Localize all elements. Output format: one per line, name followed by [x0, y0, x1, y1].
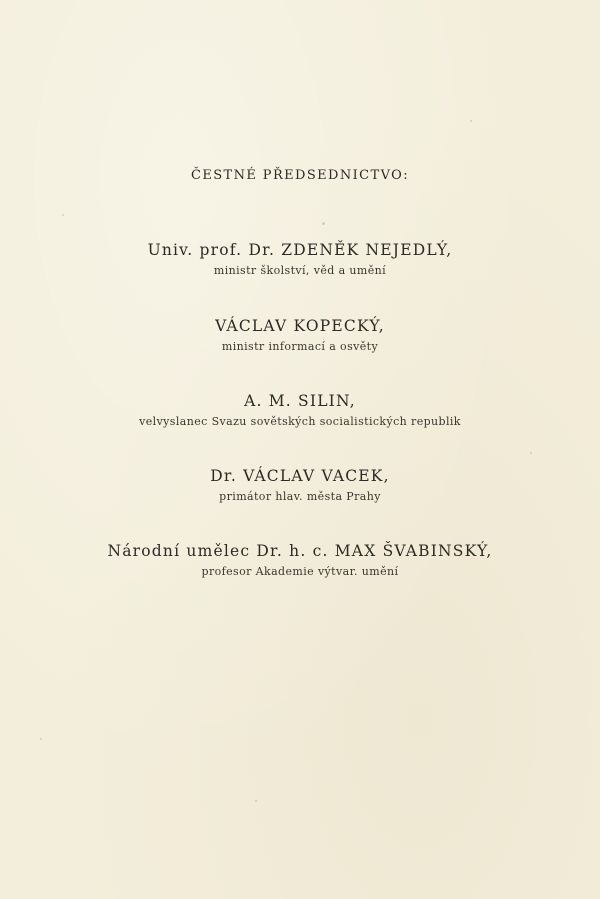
page-title: ČESTNÉ PŘEDSEDNICTVO: — [190, 168, 409, 183]
paper-fleck — [470, 120, 472, 122]
honorary-member — [0, 240, 600, 279]
paper-fleck — [322, 222, 325, 225]
paper-fleck — [62, 214, 64, 216]
honorary-member — [0, 391, 600, 430]
member-role: ministr školství, věd a umění — [213, 264, 387, 277]
paper-fleck — [40, 738, 42, 740]
member-name: Univ. prof. Dr. ZDENĚK NEJEDLÝ, — [147, 241, 453, 259]
member-name: Národní umělec Dr. h. c. MAX ŠVABINSKÝ, — [107, 542, 493, 560]
member-role: velvyslanec Svazu sovětských socialistických republik — [139, 415, 461, 428]
paper-fleck — [255, 800, 257, 802]
honorary-member — [0, 466, 600, 505]
member-name: VÁCLAV KOPECKÝ, — [215, 317, 385, 335]
member-name: A. M. SILIN, — [244, 392, 356, 410]
honorary-member — [0, 316, 600, 355]
member-name: Dr. VÁCLAV VACEK, — [210, 467, 390, 485]
paper-fleck — [530, 452, 532, 454]
honorary-member — [0, 541, 600, 580]
member-role: profesor Akademie výtvar. umění — [201, 565, 399, 578]
member-role: primátor hlav. města Prahy — [219, 490, 381, 503]
member-role: ministr informací a osvěty — [221, 340, 379, 353]
